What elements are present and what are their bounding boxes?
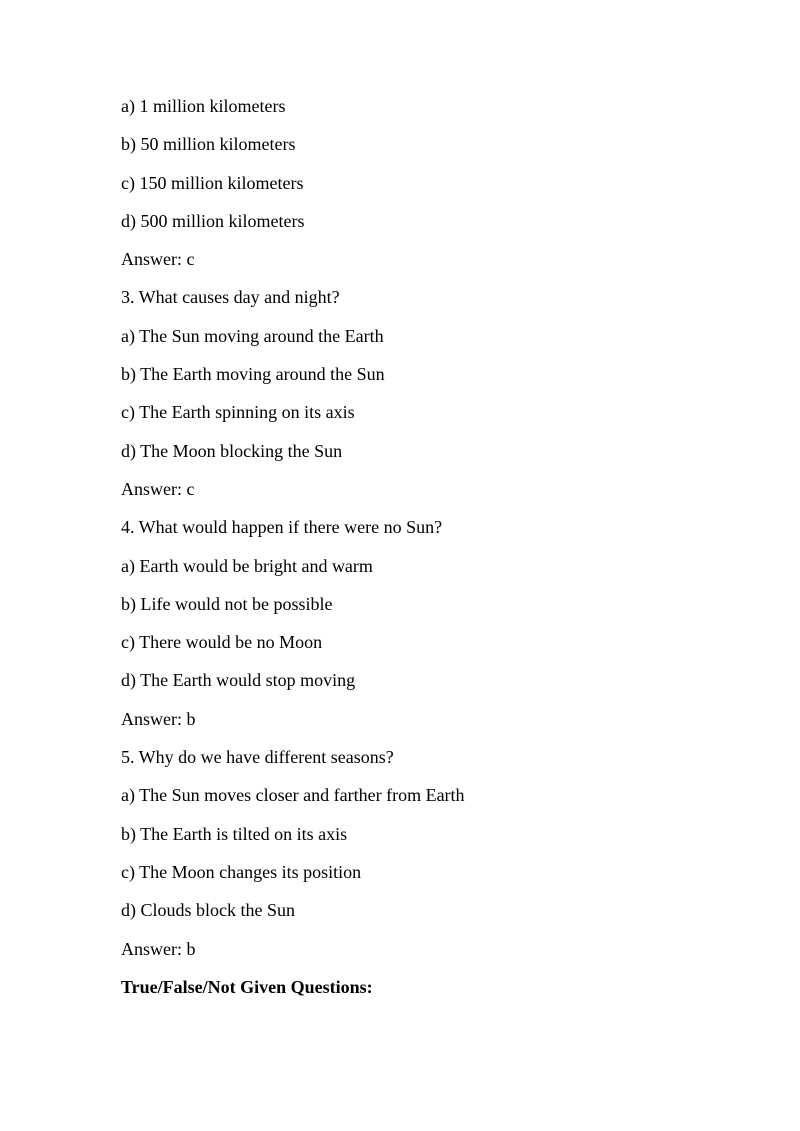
section-heading: True/False/Not Given Questions: <box>121 976 373 997</box>
document-content <box>121 95 741 1014</box>
answer-text: Answer: c <box>121 478 195 499</box>
option-text: b) The Earth moving around the Sun <box>121 364 385 385</box>
option-text: d) The Moon blocking the Sun <box>121 440 343 461</box>
answer-text: Answer: b <box>121 708 196 729</box>
option-text: a) The Sun moving around the Earth <box>121 325 384 346</box>
question-text: 5. Why do we have different seasons? <box>121 747 394 768</box>
option-text: a) The Sun moves closer and farther from Earth <box>121 785 465 806</box>
option-text: a) 1 million kilometers <box>121 96 286 116</box>
option-text: b) The Earth is tilted on its axis <box>121 823 348 844</box>
answer-text: Answer: c <box>121 249 195 270</box>
option-text: c) The Earth spinning on its axis <box>121 402 355 423</box>
answer-text: Answer: b <box>121 938 196 959</box>
option-text: a) Earth would be bright and warm <box>121 555 373 576</box>
option-text: c) The Moon changes its position <box>121 861 362 882</box>
question-text: 4. What would happen if there were no Sun? <box>121 517 443 538</box>
question-text: 3. What causes day and night? <box>121 287 340 308</box>
option-text: d) 500 million kilometers <box>121 210 305 231</box>
option-text: c) 150 million kilometers <box>121 172 304 193</box>
option-text: d) The Earth would stop moving <box>121 670 356 691</box>
option-text: b) Life would not be possible <box>121 593 333 614</box>
option-text: d) Clouds block the Sun <box>121 900 295 921</box>
option-text: c) There would be no Moon <box>121 632 323 653</box>
option-text: b) 50 million kilometers <box>121 134 296 155</box>
